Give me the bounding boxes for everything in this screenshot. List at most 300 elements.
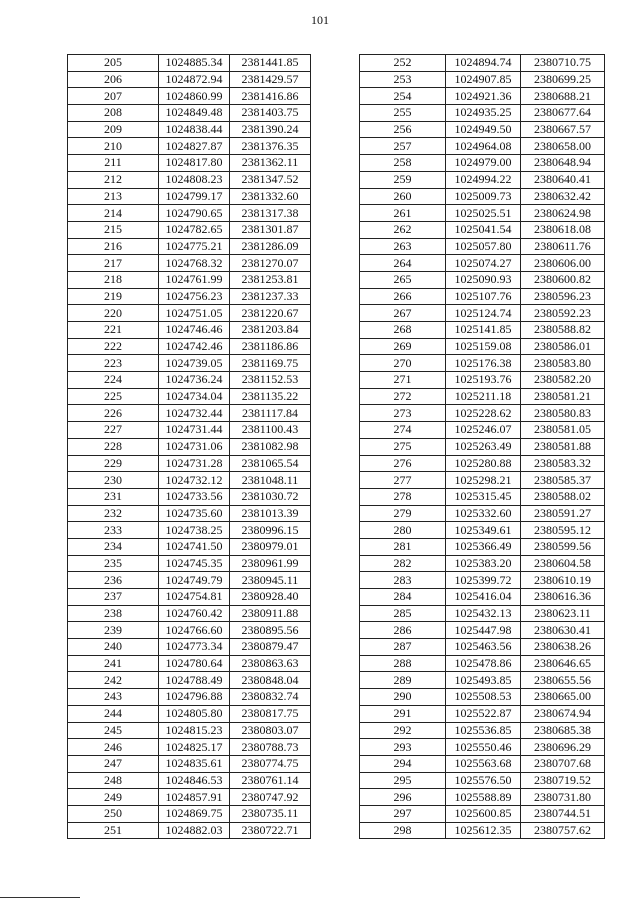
x-coordinate-cell: 1024780.64 xyxy=(159,655,230,672)
table-row xyxy=(68,672,311,689)
x-coordinate-cell: 1025159.08 xyxy=(446,338,521,355)
table-row xyxy=(360,655,605,672)
y-coordinate-cell: 2380595.12 xyxy=(521,522,605,539)
table-row xyxy=(68,55,311,72)
point-number-cell: 236 xyxy=(68,572,159,589)
y-coordinate-cell: 2381048.11 xyxy=(230,472,311,489)
y-coordinate-cell: 2380596.23 xyxy=(521,288,605,305)
y-coordinate-cell: 2380611.76 xyxy=(521,238,605,255)
point-number-cell: 216 xyxy=(68,238,159,255)
x-coordinate-cell: 1024885.34 xyxy=(159,55,230,72)
x-coordinate-cell: 1024733.56 xyxy=(159,488,230,505)
table-row xyxy=(360,722,605,739)
point-number-cell: 286 xyxy=(360,622,446,639)
x-coordinate-cell: 1025550.46 xyxy=(446,739,521,756)
point-number-cell: 296 xyxy=(360,789,446,806)
table-row xyxy=(360,522,605,539)
table-row xyxy=(360,805,605,822)
point-number-cell: 287 xyxy=(360,639,446,656)
x-coordinate-cell: 1024790.65 xyxy=(159,205,230,222)
x-coordinate-cell: 1024979.00 xyxy=(446,155,521,172)
table-row xyxy=(360,355,605,372)
table-row xyxy=(68,221,311,238)
y-coordinate-cell: 2380699.25 xyxy=(521,71,605,88)
point-number-cell: 254 xyxy=(360,88,446,105)
table-row xyxy=(68,655,311,672)
y-coordinate-cell: 2380667.57 xyxy=(521,121,605,138)
x-coordinate-cell: 1025399.72 xyxy=(446,572,521,589)
point-number-cell: 251 xyxy=(68,822,159,839)
x-coordinate-cell: 1024827.87 xyxy=(159,138,230,155)
y-coordinate-cell: 2380585.37 xyxy=(521,472,605,489)
y-coordinate-cell: 2381013.39 xyxy=(230,505,311,522)
y-coordinate-cell: 2380774.75 xyxy=(230,755,311,772)
point-number-cell: 235 xyxy=(68,555,159,572)
x-coordinate-cell: 1025211.18 xyxy=(446,388,521,405)
y-coordinate-cell: 2380623.11 xyxy=(521,605,605,622)
y-coordinate-cell: 2380616.36 xyxy=(521,589,605,606)
x-coordinate-cell: 1025508.53 xyxy=(446,689,521,706)
x-coordinate-cell: 1025025.51 xyxy=(446,205,521,222)
x-coordinate-cell: 1025416.04 xyxy=(446,589,521,606)
table-row xyxy=(360,388,605,405)
point-number-cell: 297 xyxy=(360,805,446,822)
y-coordinate-cell: 2380788.73 xyxy=(230,739,311,756)
point-number-cell: 227 xyxy=(68,422,159,439)
y-coordinate-cell: 2380696.29 xyxy=(521,739,605,756)
table-row xyxy=(68,639,311,656)
y-coordinate-cell: 2380911.88 xyxy=(230,605,311,622)
point-number-cell: 240 xyxy=(68,639,159,656)
y-coordinate-cell: 2381203.84 xyxy=(230,322,311,339)
table-row xyxy=(360,622,605,639)
y-coordinate-cell: 2380599.56 xyxy=(521,538,605,555)
table-row xyxy=(68,739,311,756)
table-row xyxy=(360,71,605,88)
table-row xyxy=(68,388,311,405)
x-coordinate-cell: 1025349.61 xyxy=(446,522,521,539)
table-row xyxy=(360,705,605,722)
table-row xyxy=(360,138,605,155)
table-row xyxy=(360,572,605,589)
x-coordinate-cell: 1024754.81 xyxy=(159,589,230,606)
point-number-cell: 271 xyxy=(360,372,446,389)
point-number-cell: 288 xyxy=(360,655,446,672)
x-coordinate-cell: 1024751.05 xyxy=(159,305,230,322)
x-coordinate-cell: 1024741.50 xyxy=(159,538,230,555)
point-number-cell: 224 xyxy=(68,372,159,389)
y-coordinate-cell: 2380945.11 xyxy=(230,572,311,589)
y-coordinate-cell: 2380624.98 xyxy=(521,205,605,222)
table-row xyxy=(68,822,311,839)
y-coordinate-cell: 2380961.99 xyxy=(230,555,311,572)
x-coordinate-cell: 1025193.76 xyxy=(446,372,521,389)
table-row xyxy=(68,372,311,389)
y-coordinate-cell: 2381376.35 xyxy=(230,138,311,155)
point-number-cell: 250 xyxy=(68,805,159,822)
y-coordinate-cell: 2380928.40 xyxy=(230,589,311,606)
table-row xyxy=(68,488,311,505)
table-row xyxy=(68,171,311,188)
y-coordinate-cell: 2380588.02 xyxy=(521,488,605,505)
y-coordinate-cell: 2380618.08 xyxy=(521,221,605,238)
table-row xyxy=(68,322,311,339)
y-coordinate-cell: 2380592.23 xyxy=(521,305,605,322)
table-row xyxy=(360,305,605,322)
y-coordinate-cell: 2380996.15 xyxy=(230,522,311,539)
x-coordinate-cell: 1025332.60 xyxy=(446,505,521,522)
x-coordinate-cell: 1025612.35 xyxy=(446,822,521,839)
x-coordinate-cell: 1024846.53 xyxy=(159,772,230,789)
x-coordinate-cell: 1024949.50 xyxy=(446,121,521,138)
y-coordinate-cell: 2380710.75 xyxy=(521,55,605,72)
point-number-cell: 255 xyxy=(360,105,446,122)
point-number-cell: 213 xyxy=(68,188,159,205)
table-row xyxy=(360,555,605,572)
x-coordinate-cell: 1024731.44 xyxy=(159,422,230,439)
table-row xyxy=(360,188,605,205)
table-row xyxy=(360,455,605,472)
table-row xyxy=(68,689,311,706)
y-coordinate-cell: 2381030.72 xyxy=(230,488,311,505)
x-coordinate-cell: 1025563.68 xyxy=(446,755,521,772)
y-coordinate-cell: 2380604.58 xyxy=(521,555,605,572)
table-row xyxy=(68,255,311,272)
y-coordinate-cell: 2380638.26 xyxy=(521,639,605,656)
point-number-cell: 244 xyxy=(68,705,159,722)
x-coordinate-cell: 1024796.88 xyxy=(159,689,230,706)
y-coordinate-cell: 2380582.20 xyxy=(521,372,605,389)
y-coordinate-cell: 2380979.01 xyxy=(230,538,311,555)
table-row xyxy=(68,505,311,522)
point-number-cell: 298 xyxy=(360,822,446,839)
table-row xyxy=(360,238,605,255)
x-coordinate-cell: 1024731.28 xyxy=(159,455,230,472)
point-number-cell: 284 xyxy=(360,589,446,606)
table-row xyxy=(360,789,605,806)
point-number-cell: 280 xyxy=(360,522,446,539)
table-row xyxy=(68,155,311,172)
table-row xyxy=(360,505,605,522)
y-coordinate-cell: 2381135.22 xyxy=(230,388,311,405)
point-number-cell: 267 xyxy=(360,305,446,322)
x-coordinate-cell: 1025141.85 xyxy=(446,322,521,339)
y-coordinate-cell: 2380757.62 xyxy=(521,822,605,839)
table-row xyxy=(68,722,311,739)
x-coordinate-cell: 1024738.25 xyxy=(159,522,230,539)
x-coordinate-cell: 1024739.05 xyxy=(159,355,230,372)
table-row xyxy=(68,138,311,155)
point-number-cell: 230 xyxy=(68,472,159,489)
y-coordinate-cell: 2380677.64 xyxy=(521,105,605,122)
point-number-cell: 249 xyxy=(68,789,159,806)
x-coordinate-cell: 1024732.12 xyxy=(159,472,230,489)
table-row xyxy=(68,188,311,205)
table-row xyxy=(68,555,311,572)
point-number-cell: 245 xyxy=(68,722,159,739)
x-coordinate-cell: 1024964.08 xyxy=(446,138,521,155)
x-coordinate-cell: 1025057.80 xyxy=(446,238,521,255)
table-row xyxy=(68,205,311,222)
point-number-cell: 285 xyxy=(360,605,446,622)
x-coordinate-cell: 1025588.89 xyxy=(446,789,521,806)
table-row xyxy=(68,538,311,555)
x-coordinate-cell: 1024907.85 xyxy=(446,71,521,88)
point-number-cell: 212 xyxy=(68,171,159,188)
y-coordinate-cell: 2380600.82 xyxy=(521,271,605,288)
table-row xyxy=(360,338,605,355)
point-number-cell: 222 xyxy=(68,338,159,355)
y-coordinate-cell: 2381301.87 xyxy=(230,221,311,238)
point-number-cell: 281 xyxy=(360,538,446,555)
point-number-cell: 273 xyxy=(360,405,446,422)
y-coordinate-cell: 2380581.05 xyxy=(521,422,605,439)
x-coordinate-cell: 1025074.27 xyxy=(446,255,521,272)
x-coordinate-cell: 1024756.23 xyxy=(159,288,230,305)
point-number-cell: 217 xyxy=(68,255,159,272)
point-number-cell: 241 xyxy=(68,655,159,672)
x-coordinate-cell: 1025298.21 xyxy=(446,472,521,489)
point-number-cell: 211 xyxy=(68,155,159,172)
table-row xyxy=(68,772,311,789)
point-number-cell: 220 xyxy=(68,305,159,322)
x-coordinate-cell: 1024882.03 xyxy=(159,822,230,839)
x-coordinate-cell: 1024734.04 xyxy=(159,388,230,405)
table-row xyxy=(360,171,605,188)
table-row xyxy=(360,55,605,72)
y-coordinate-cell: 2381237.33 xyxy=(230,288,311,305)
x-coordinate-cell: 1025383.20 xyxy=(446,555,521,572)
x-coordinate-cell: 1024849.48 xyxy=(159,105,230,122)
table-row xyxy=(360,639,605,656)
y-coordinate-cell: 2381117.84 xyxy=(230,405,311,422)
y-coordinate-cell: 2380610.19 xyxy=(521,572,605,589)
x-coordinate-cell: 1024857.91 xyxy=(159,789,230,806)
point-number-cell: 256 xyxy=(360,121,446,138)
y-coordinate-cell: 2381390.24 xyxy=(230,121,311,138)
table-row xyxy=(68,622,311,639)
table-row xyxy=(360,105,605,122)
point-number-cell: 259 xyxy=(360,171,446,188)
table-row xyxy=(360,255,605,272)
table-row xyxy=(68,105,311,122)
x-coordinate-cell: 1024775.21 xyxy=(159,238,230,255)
x-coordinate-cell: 1025478.86 xyxy=(446,655,521,672)
point-number-cell: 293 xyxy=(360,739,446,756)
y-coordinate-cell: 2380744.51 xyxy=(521,805,605,822)
y-coordinate-cell: 2380895.56 xyxy=(230,622,311,639)
table-row xyxy=(68,238,311,255)
point-number-cell: 219 xyxy=(68,288,159,305)
y-coordinate-cell: 2380640.41 xyxy=(521,171,605,188)
y-coordinate-cell: 2380674.94 xyxy=(521,705,605,722)
x-coordinate-cell: 1025041.54 xyxy=(446,221,521,238)
y-coordinate-cell: 2380688.21 xyxy=(521,88,605,105)
y-coordinate-cell: 2381332.60 xyxy=(230,188,311,205)
point-number-cell: 269 xyxy=(360,338,446,355)
point-number-cell: 214 xyxy=(68,205,159,222)
y-coordinate-cell: 2380761.14 xyxy=(230,772,311,789)
x-coordinate-cell: 1025090.93 xyxy=(446,271,521,288)
point-number-cell: 246 xyxy=(68,739,159,756)
x-coordinate-cell: 1024745.35 xyxy=(159,555,230,572)
x-coordinate-cell: 1024935.25 xyxy=(446,105,521,122)
y-coordinate-cell: 2381100.43 xyxy=(230,422,311,439)
x-coordinate-cell: 1024805.80 xyxy=(159,705,230,722)
point-number-cell: 242 xyxy=(68,672,159,689)
coordinate-table-right xyxy=(359,54,605,839)
point-number-cell: 210 xyxy=(68,138,159,155)
y-coordinate-cell: 2381317.38 xyxy=(230,205,311,222)
y-coordinate-cell: 2381152.53 xyxy=(230,372,311,389)
y-coordinate-cell: 2381416.86 xyxy=(230,88,311,105)
point-number-cell: 237 xyxy=(68,589,159,606)
point-number-cell: 275 xyxy=(360,438,446,455)
point-number-cell: 229 xyxy=(68,455,159,472)
point-number-cell: 218 xyxy=(68,271,159,288)
table-row xyxy=(68,338,311,355)
point-number-cell: 266 xyxy=(360,288,446,305)
y-coordinate-cell: 2380863.63 xyxy=(230,655,311,672)
table-row xyxy=(68,405,311,422)
y-coordinate-cell: 2380648.94 xyxy=(521,155,605,172)
point-number-cell: 208 xyxy=(68,105,159,122)
y-coordinate-cell: 2380591.27 xyxy=(521,505,605,522)
y-coordinate-cell: 2380685.38 xyxy=(521,722,605,739)
table-row xyxy=(68,605,311,622)
table-row xyxy=(360,739,605,756)
x-coordinate-cell: 1025366.49 xyxy=(446,538,521,555)
point-number-cell: 262 xyxy=(360,221,446,238)
point-number-cell: 257 xyxy=(360,138,446,155)
point-number-cell: 270 xyxy=(360,355,446,372)
table-row xyxy=(360,438,605,455)
point-number-cell: 226 xyxy=(68,405,159,422)
y-coordinate-cell: 2380735.11 xyxy=(230,805,311,822)
point-number-cell: 292 xyxy=(360,722,446,739)
table-row xyxy=(360,755,605,772)
point-number-cell: 264 xyxy=(360,255,446,272)
table-row xyxy=(360,372,605,389)
x-coordinate-cell: 1025463.56 xyxy=(446,639,521,656)
x-coordinate-cell: 1024860.99 xyxy=(159,88,230,105)
coordinate-table-left-body xyxy=(68,55,311,839)
x-coordinate-cell: 1025315.45 xyxy=(446,488,521,505)
table-row xyxy=(68,589,311,606)
x-coordinate-cell: 1024815.23 xyxy=(159,722,230,739)
table-row xyxy=(360,589,605,606)
point-number-cell: 228 xyxy=(68,438,159,455)
table-row xyxy=(360,822,605,839)
x-coordinate-cell: 1025124.74 xyxy=(446,305,521,322)
table-row xyxy=(68,422,311,439)
x-coordinate-cell: 1025263.49 xyxy=(446,438,521,455)
y-coordinate-cell: 2380580.83 xyxy=(521,405,605,422)
table-row xyxy=(68,522,311,539)
y-coordinate-cell: 2381065.54 xyxy=(230,455,311,472)
x-coordinate-cell: 1025228.62 xyxy=(446,405,521,422)
x-coordinate-cell: 1024872.94 xyxy=(159,71,230,88)
x-coordinate-cell: 1025576.50 xyxy=(446,772,521,789)
point-number-cell: 225 xyxy=(68,388,159,405)
y-coordinate-cell: 2380655.56 xyxy=(521,672,605,689)
x-coordinate-cell: 1024773.34 xyxy=(159,639,230,656)
x-coordinate-cell: 1024838.44 xyxy=(159,121,230,138)
x-coordinate-cell: 1024761.99 xyxy=(159,271,230,288)
coordinate-table-right-body xyxy=(360,55,605,839)
table-row xyxy=(68,755,311,772)
y-coordinate-cell: 2380583.80 xyxy=(521,355,605,372)
x-coordinate-cell: 1024788.49 xyxy=(159,672,230,689)
y-coordinate-cell: 2381082.98 xyxy=(230,438,311,455)
y-coordinate-cell: 2380832.74 xyxy=(230,689,311,706)
table-row xyxy=(360,288,605,305)
y-coordinate-cell: 2381362.11 xyxy=(230,155,311,172)
y-coordinate-cell: 2381220.67 xyxy=(230,305,311,322)
y-coordinate-cell: 2381270.07 xyxy=(230,255,311,272)
table-row xyxy=(68,71,311,88)
point-number-cell: 289 xyxy=(360,672,446,689)
y-coordinate-cell: 2380632.42 xyxy=(521,188,605,205)
y-coordinate-cell: 2380722.71 xyxy=(230,822,311,839)
point-number-cell: 221 xyxy=(68,322,159,339)
table-row xyxy=(360,221,605,238)
y-coordinate-cell: 2381169.75 xyxy=(230,355,311,372)
y-coordinate-cell: 2380731.80 xyxy=(521,789,605,806)
point-number-cell: 209 xyxy=(68,121,159,138)
point-number-cell: 265 xyxy=(360,271,446,288)
table-row xyxy=(68,789,311,806)
x-coordinate-cell: 1024760.42 xyxy=(159,605,230,622)
table-row xyxy=(68,472,311,489)
y-coordinate-cell: 2380588.82 xyxy=(521,322,605,339)
point-number-cell: 223 xyxy=(68,355,159,372)
x-coordinate-cell: 1024749.79 xyxy=(159,572,230,589)
y-coordinate-cell: 2381253.81 xyxy=(230,271,311,288)
coordinate-table-left xyxy=(67,54,311,839)
x-coordinate-cell: 1024835.61 xyxy=(159,755,230,772)
table-row xyxy=(360,405,605,422)
x-coordinate-cell: 1024817.80 xyxy=(159,155,230,172)
point-number-cell: 268 xyxy=(360,322,446,339)
point-number-cell: 205 xyxy=(68,55,159,72)
x-coordinate-cell: 1024746.46 xyxy=(159,322,230,339)
table-row xyxy=(360,472,605,489)
point-number-cell: 232 xyxy=(68,505,159,522)
x-coordinate-cell: 1024894.74 xyxy=(446,55,521,72)
y-coordinate-cell: 2380606.00 xyxy=(521,255,605,272)
table-row xyxy=(360,689,605,706)
page-number: 101 xyxy=(311,13,329,27)
point-number-cell: 215 xyxy=(68,221,159,238)
table-row xyxy=(360,488,605,505)
table-row xyxy=(68,305,311,322)
table-row xyxy=(68,121,311,138)
point-number-cell: 272 xyxy=(360,388,446,405)
y-coordinate-cell: 2380719.52 xyxy=(521,772,605,789)
point-number-cell: 231 xyxy=(68,488,159,505)
y-coordinate-cell: 2380581.21 xyxy=(521,388,605,405)
y-coordinate-cell: 2380586.01 xyxy=(521,338,605,355)
point-number-cell: 274 xyxy=(360,422,446,439)
x-coordinate-cell: 1025107.76 xyxy=(446,288,521,305)
y-coordinate-cell: 2380707.68 xyxy=(521,755,605,772)
point-number-cell: 239 xyxy=(68,622,159,639)
x-coordinate-cell: 1024869.75 xyxy=(159,805,230,822)
y-coordinate-cell: 2381441.85 xyxy=(230,55,311,72)
y-coordinate-cell: 2381186.86 xyxy=(230,338,311,355)
y-coordinate-cell: 2381286.09 xyxy=(230,238,311,255)
